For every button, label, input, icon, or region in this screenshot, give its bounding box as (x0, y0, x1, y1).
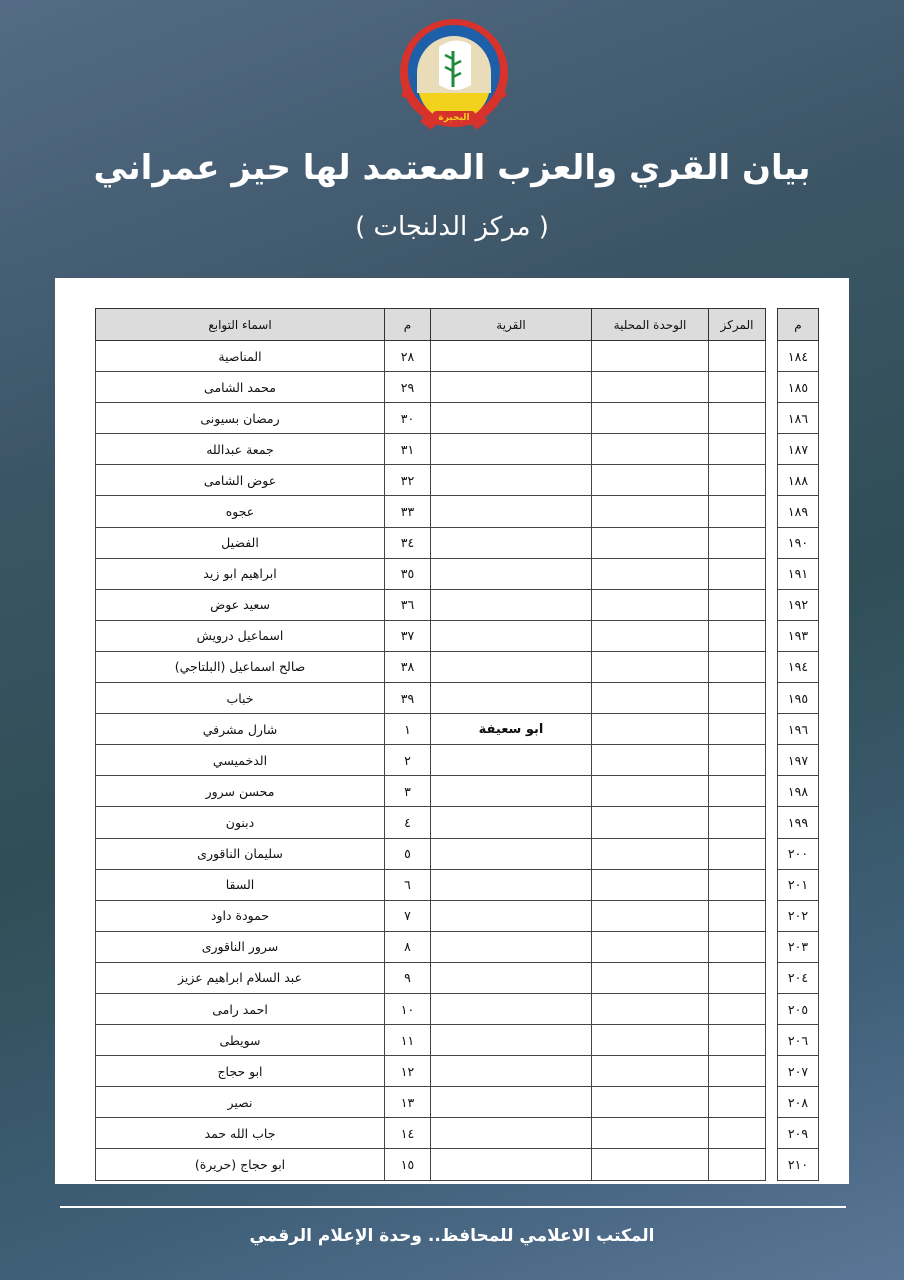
cell-local-unit (592, 900, 709, 931)
header-village: القرية (431, 309, 592, 341)
cell-village (431, 496, 592, 527)
cell-dependent-name: ابراهيم ابو زيد (96, 558, 385, 589)
cell-dependent-name: عوض الشامى (96, 465, 385, 496)
cell-markaz (709, 434, 766, 465)
cell-sub-number: ٤ (385, 807, 431, 838)
cell-dependent-name: نصير (96, 1087, 385, 1118)
cell-local-unit (592, 341, 709, 372)
cell-village (431, 558, 592, 589)
cell-local-unit (592, 1025, 709, 1056)
table-row (96, 745, 819, 776)
cell-gap (766, 1149, 778, 1180)
cell-gap (766, 465, 778, 496)
cell-sub-number: ٣٠ (385, 403, 431, 434)
cell-markaz (709, 1118, 766, 1149)
table-row (96, 838, 819, 869)
table-row (96, 527, 819, 558)
cell-sub-number: ٢٩ (385, 372, 431, 403)
table-row (96, 1056, 819, 1087)
table-row (96, 962, 819, 993)
cell-number: ١٨٧ (778, 434, 819, 465)
cell-number: ٢٠٣ (778, 931, 819, 962)
cell-gap (766, 900, 778, 931)
cell-sub-number: ٥ (385, 838, 431, 869)
cell-gap (766, 962, 778, 993)
cell-markaz (709, 341, 766, 372)
cell-markaz (709, 651, 766, 682)
cell-markaz (709, 1025, 766, 1056)
page-title: بيان القري والعزب المعتمد لها حيز عمراني (93, 148, 811, 188)
table-row (96, 620, 819, 651)
cell-village: ابو سعيفة (431, 714, 592, 745)
cell-markaz (709, 745, 766, 776)
cell-village (431, 962, 592, 993)
cell-dependent-name: ابو حجاج (96, 1056, 385, 1087)
cell-village (431, 465, 592, 496)
cell-sub-number: ١٤ (385, 1118, 431, 1149)
document-sheet (55, 278, 849, 1184)
cell-dependent-name: شارل مشرفي (96, 714, 385, 745)
cell-local-unit (592, 1056, 709, 1087)
cell-local-unit (592, 869, 709, 900)
table-row (96, 434, 819, 465)
cell-gap (766, 651, 778, 682)
cell-sub-number: ٢٨ (385, 341, 431, 372)
cell-village (431, 1118, 592, 1149)
cell-markaz (709, 465, 766, 496)
cell-markaz (709, 558, 766, 589)
header-dependents: اسماء التوابع (96, 309, 385, 341)
cell-village (431, 372, 592, 403)
cell-sub-number: ٢ (385, 745, 431, 776)
cell-number: ٢٠٨ (778, 1087, 819, 1118)
cell-sub-number: ٣٤ (385, 527, 431, 558)
table-row (96, 558, 819, 589)
cell-dependent-name: السقا (96, 869, 385, 900)
cell-dependent-name: دبنون (96, 807, 385, 838)
cell-village (431, 434, 592, 465)
cell-sub-number: ٨ (385, 931, 431, 962)
cell-dependent-name: حمودة داود (96, 900, 385, 931)
cell-number: ١٨٩ (778, 496, 819, 527)
cell-number: ٢٠٥ (778, 993, 819, 1024)
cell-sub-number: ١٥ (385, 1149, 431, 1180)
page-subtitle: ( مركز الدلنجات ) (355, 212, 549, 242)
cell-gap (766, 745, 778, 776)
cell-village (431, 838, 592, 869)
cell-markaz (709, 1056, 766, 1087)
cell-number: ١٩٩ (778, 807, 819, 838)
cell-sub-number: ٣٨ (385, 651, 431, 682)
cell-gap (766, 1087, 778, 1118)
cell-gap (766, 589, 778, 620)
table-row (96, 1087, 819, 1118)
cell-local-unit (592, 807, 709, 838)
cell-village (431, 776, 592, 807)
cell-village (431, 341, 592, 372)
cell-sub-number: ٣٧ (385, 620, 431, 651)
cell-markaz (709, 496, 766, 527)
cell-local-unit (592, 993, 709, 1024)
table-row (96, 714, 819, 745)
villages-table (95, 308, 819, 1181)
cell-village (431, 1056, 592, 1087)
cell-dependent-name: سليمان الناقورى (96, 838, 385, 869)
table-row (96, 341, 819, 372)
cell-dependent-name: احمد رامى (96, 993, 385, 1024)
cell-local-unit (592, 403, 709, 434)
cell-dependent-name: سرور الناقورى (96, 931, 385, 962)
table-row (96, 1025, 819, 1056)
cell-village (431, 620, 592, 651)
table-header-row (96, 309, 819, 341)
header-gap (766, 309, 778, 341)
cell-markaz (709, 527, 766, 558)
cell-gap (766, 993, 778, 1024)
cell-number: ١٨٤ (778, 341, 819, 372)
cell-number: ٢١٠ (778, 1149, 819, 1180)
cell-gap (766, 496, 778, 527)
cell-dependent-name: ابو حجاج (حريرة) (96, 1149, 385, 1180)
cell-number: ١٩٤ (778, 651, 819, 682)
cell-gap (766, 403, 778, 434)
table-row (96, 993, 819, 1024)
cell-markaz (709, 776, 766, 807)
cell-dependent-name: سويطى (96, 1025, 385, 1056)
cell-markaz (709, 962, 766, 993)
cell-sub-number: ٣٣ (385, 496, 431, 527)
cell-gap (766, 341, 778, 372)
cell-sub-number: ١ (385, 714, 431, 745)
cell-dependent-name: خباب (96, 683, 385, 714)
cell-number: ١٩٣ (778, 620, 819, 651)
cell-local-unit (592, 496, 709, 527)
cell-number: ١٩٠ (778, 527, 819, 558)
cell-markaz (709, 1087, 766, 1118)
cell-local-unit (592, 1118, 709, 1149)
cell-sub-number: ٣٩ (385, 683, 431, 714)
cell-local-unit (592, 931, 709, 962)
cell-local-unit (592, 372, 709, 403)
cell-gap (766, 1056, 778, 1087)
cell-sub-number: ٣٢ (385, 465, 431, 496)
table-row (96, 1118, 819, 1149)
cell-local-unit (592, 1087, 709, 1118)
cell-local-unit (592, 527, 709, 558)
cell-village (431, 993, 592, 1024)
cell-number: ٢٠٦ (778, 1025, 819, 1056)
table-row (96, 683, 819, 714)
cell-local-unit (592, 683, 709, 714)
cell-local-unit (592, 651, 709, 682)
cell-number: ١٩٥ (778, 683, 819, 714)
footer-divider (60, 1206, 846, 1208)
cell-village (431, 1087, 592, 1118)
cell-markaz (709, 372, 766, 403)
cell-number: ١٩٧ (778, 745, 819, 776)
governorate-logo (395, 15, 513, 135)
cell-local-unit (592, 465, 709, 496)
cell-dependent-name: المناصية (96, 341, 385, 372)
cell-sub-number: ١٣ (385, 1087, 431, 1118)
cell-dependent-name: جاب الله حمد (96, 1118, 385, 1149)
cell-local-unit (592, 962, 709, 993)
cell-village (431, 807, 592, 838)
table-row (96, 496, 819, 527)
cell-markaz (709, 869, 766, 900)
cell-village (431, 683, 592, 714)
header-number: م (778, 309, 819, 341)
cell-number: ٢٠٧ (778, 1056, 819, 1087)
cell-village (431, 1025, 592, 1056)
cell-sub-number: ٦ (385, 869, 431, 900)
cell-sub-number: ٣٦ (385, 589, 431, 620)
table-row (96, 900, 819, 931)
cell-local-unit (592, 620, 709, 651)
cell-local-unit (592, 838, 709, 869)
table-row (96, 372, 819, 403)
cell-village (431, 589, 592, 620)
cell-number: ٢٠٠ (778, 838, 819, 869)
table-row (96, 651, 819, 682)
cell-sub-number: ٣ (385, 776, 431, 807)
cell-markaz (709, 683, 766, 714)
cell-village (431, 869, 592, 900)
cell-gap (766, 683, 778, 714)
cell-gap (766, 1025, 778, 1056)
cell-dependent-name: سعيد عوض (96, 589, 385, 620)
cell-markaz (709, 403, 766, 434)
table-row (96, 403, 819, 434)
cell-number: ١٨٨ (778, 465, 819, 496)
cell-number: ١٩١ (778, 558, 819, 589)
cell-village (431, 403, 592, 434)
cell-dependent-name: الدخميسي (96, 745, 385, 776)
cell-local-unit (592, 558, 709, 589)
cell-markaz (709, 714, 766, 745)
cell-number: ٢٠٢ (778, 900, 819, 931)
cell-number: ١٨٦ (778, 403, 819, 434)
cell-markaz (709, 838, 766, 869)
cell-gap (766, 776, 778, 807)
cell-village (431, 1149, 592, 1180)
cell-number: ١٨٥ (778, 372, 819, 403)
table-row (96, 1149, 819, 1180)
cell-number: ٢٠٤ (778, 962, 819, 993)
cell-local-unit (592, 589, 709, 620)
cell-number: ٢٠١ (778, 869, 819, 900)
table-row (96, 589, 819, 620)
cell-markaz (709, 993, 766, 1024)
cell-markaz (709, 807, 766, 838)
logo-text: البحيرة (438, 113, 470, 123)
cell-dependent-name: صالح اسماعيل (البلتاجي) (96, 651, 385, 682)
footer-credit: المكتب الاعلامي للمحافظ.. وحدة الإعلام الرقمي (249, 1226, 655, 1246)
cell-dependent-name: عجوه (96, 496, 385, 527)
cell-sub-number: ١٢ (385, 1056, 431, 1087)
cell-sub-number: ١٠ (385, 993, 431, 1024)
table-row (96, 931, 819, 962)
cell-village (431, 900, 592, 931)
table-row (96, 776, 819, 807)
cell-village (431, 651, 592, 682)
cell-local-unit (592, 434, 709, 465)
cell-number: ١٩٢ (778, 589, 819, 620)
table-row (96, 807, 819, 838)
cell-markaz (709, 589, 766, 620)
cell-dependent-name: محمد الشامى (96, 372, 385, 403)
cell-sub-number: ١١ (385, 1025, 431, 1056)
header-markaz: المركز (709, 309, 766, 341)
cell-gap (766, 372, 778, 403)
cell-gap (766, 558, 778, 589)
cell-sub-number: ٩ (385, 962, 431, 993)
cell-number: ١٩٨ (778, 776, 819, 807)
cell-gap (766, 931, 778, 962)
cell-gap (766, 527, 778, 558)
header-local-unit: الوحدة المحلية (592, 309, 709, 341)
cell-markaz (709, 931, 766, 962)
cell-number: ٢٠٩ (778, 1118, 819, 1149)
cell-markaz (709, 1149, 766, 1180)
cell-local-unit (592, 714, 709, 745)
cell-gap (766, 838, 778, 869)
cell-gap (766, 714, 778, 745)
cell-local-unit (592, 776, 709, 807)
cell-markaz (709, 900, 766, 931)
header-sub-number: م (385, 309, 431, 341)
cell-gap (766, 434, 778, 465)
cell-village (431, 931, 592, 962)
cell-number: ١٩٦ (778, 714, 819, 745)
cell-local-unit (592, 1149, 709, 1180)
cell-village (431, 527, 592, 558)
cell-sub-number: ٣٥ (385, 558, 431, 589)
cell-dependent-name: جمعة عبدالله (96, 434, 385, 465)
cell-village (431, 745, 592, 776)
cell-gap (766, 620, 778, 651)
table-row (96, 869, 819, 900)
cell-sub-number: ٣١ (385, 434, 431, 465)
cell-gap (766, 807, 778, 838)
cell-markaz (709, 620, 766, 651)
cell-dependent-name: اسماعيل درويش (96, 620, 385, 651)
cell-dependent-name: عبد السلام ابراهيم عزيز (96, 962, 385, 993)
cell-dependent-name: الفضيل (96, 527, 385, 558)
cell-gap (766, 1118, 778, 1149)
cell-sub-number: ٧ (385, 900, 431, 931)
cell-dependent-name: رمضان بسيونى (96, 403, 385, 434)
cell-dependent-name: محسن سرور (96, 776, 385, 807)
cell-local-unit (592, 745, 709, 776)
cell-gap (766, 869, 778, 900)
table-row (96, 465, 819, 496)
